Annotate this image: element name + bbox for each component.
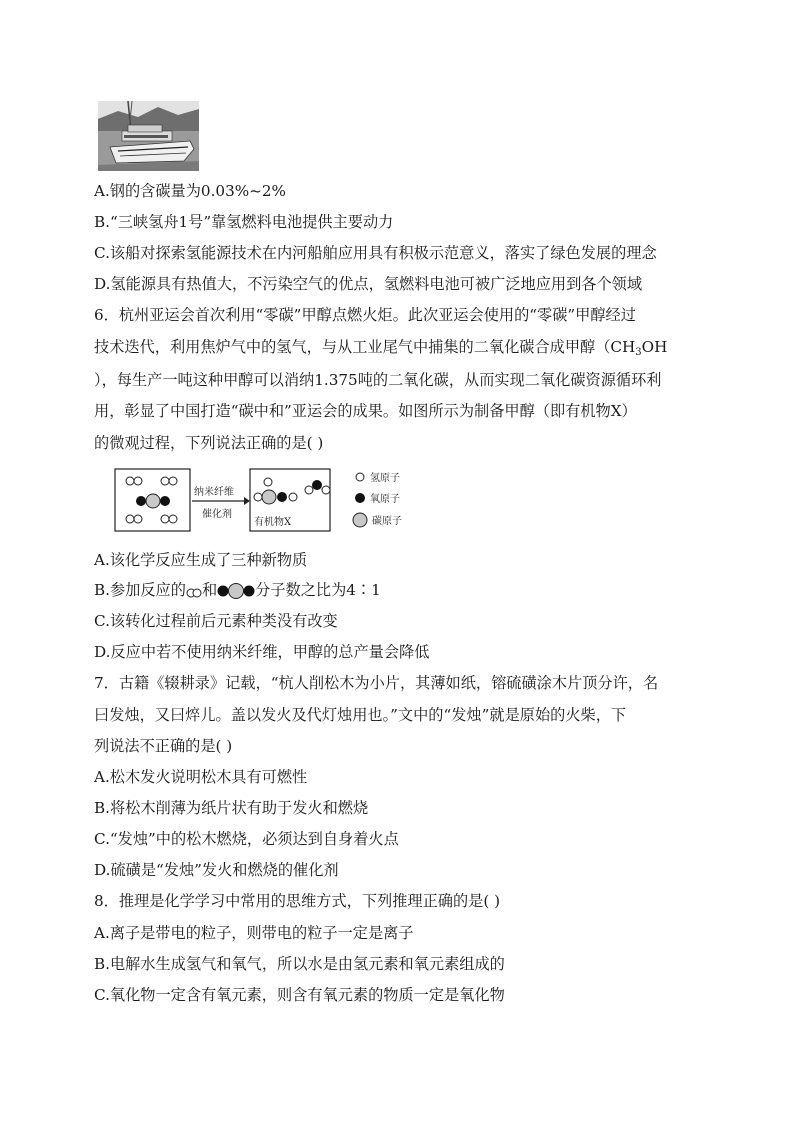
carbon-dioxide-molecule-icon — [217, 583, 255, 599]
reaction-diagram — [112, 465, 422, 540]
q5-option-c: C.该船对探索氢能源技术在内河船舶应用具有积极示范意义，落实了绿色发展的理念 — [94, 244, 657, 262]
q5-option-a: A.钢的含碳量为0.03%~2% — [94, 182, 286, 200]
methanol-formula: $CH_3OH$ — [610, 338, 668, 358]
q8-option-c: C.氧化物一定含有氧元素，则含有氧元素的物质一定是氧化物 — [94, 986, 505, 1004]
ship-photo — [98, 101, 199, 171]
q6-stem-line2: 技术迭代，利用焦炉气中的氢气，与从工业尾气中捕集的二氧化碳合成甲醇（$CH_3OH$ — [94, 338, 668, 358]
legend-carbon: 碳原子 — [372, 516, 402, 527]
q6-stem-line4: 用，彰显了中国打造“碳中和”亚运会的成果。如图所示为制备甲醇（即有机物X） — [94, 402, 637, 420]
q6-option-b: B.参加反应的 和 分子数之比为4∶1 — [94, 581, 381, 599]
arrow-bottom-label: 催化剂 — [202, 509, 232, 520]
q7-option-b: B.将松木削薄为纸片状有助于发火和燃烧 — [94, 799, 369, 817]
q5-option-d: D.氢能源具有热值大，不污染空气的优点，氢燃料电池可被广泛地应用到各个领域 — [94, 275, 643, 293]
q7-option-c: C.“发烛”中的松木燃烧，必须达到自身着火点 — [94, 830, 399, 848]
q8-stem-line1: 8．推理是化学学习中常用的思维方式，下列推理正确的是( ) — [94, 892, 501, 910]
q7-stem-line2: 曰发烛，又曰焠儿。盖以发火及代灯烛用也。”文中的“发烛”就是原始的火柴，下 — [94, 706, 627, 724]
q8-option-a: A.离子是带电的粒子，则带电的粒子一定是离子 — [94, 924, 414, 942]
legend-oxygen: 氧原子 — [370, 494, 400, 505]
arrow-top-label: 纳米纤维 — [194, 487, 234, 498]
q5-option-b: B.“三峡氢舟1号”靠氢燃料电池提供主要动力 — [94, 213, 394, 231]
q6-stem-line3: ），每生产一吨这种甲醇可以消纳1.375吨的二氧化碳，从而实现二氧化碳资源循环利 — [94, 371, 662, 389]
q6-stem-line5: 的微观过程，下列说法正确的是( ) — [94, 434, 324, 452]
q7-stem-line3: 列说法不正确的是( ) — [94, 737, 233, 755]
product-label: 有机物X — [254, 517, 292, 528]
q6-option-d: D.反应中若不使用纳米纤维，甲醇的总产量会降低 — [94, 643, 430, 661]
legend-hydrogen: 氢原子 — [370, 473, 400, 484]
q7-option-d: D.硫磺是“发烛”发火和燃烧的催化剂 — [94, 861, 339, 879]
q6-option-c: C.该转化过程前后元素种类没有改变 — [94, 612, 338, 630]
hydrogen-molecule-icon — [186, 587, 202, 599]
q6-stem-line1: 6．杭州亚运会首次利用“零碳”甲醇点燃火炬。此次亚运会使用的“零碳”甲醇经过 — [94, 306, 636, 324]
q7-option-a: A.松木发火说明松木具有可燃性 — [94, 768, 308, 786]
q8-option-b: B.电解水生成氢气和氧气，所以水是由氢元素和氧元素组成的 — [94, 955, 505, 973]
q6-option-a: A.该化学反应生成了三种新物质 — [94, 551, 308, 569]
q7-stem-line1: 7．古籍《辍耕录》记载，“杭人削松木为小片，其薄如纸，镕硫磺涂木片顶分许，名 — [94, 674, 659, 692]
